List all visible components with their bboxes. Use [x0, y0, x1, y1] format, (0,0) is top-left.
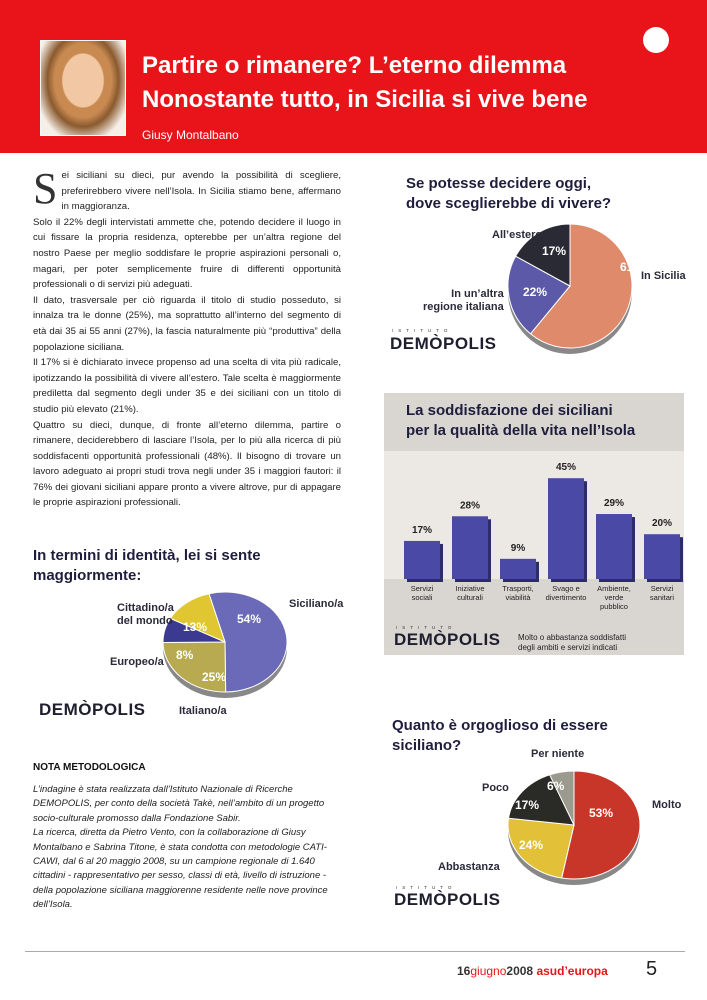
white-dot-icon — [643, 27, 669, 53]
article-paragraph: Il 17% si è dichiarato invece propenso ad una scelta di vita più radicale, ipotizzando la possibilità di vivere all’estero. Tale scelta è maggiormente prediletta dal segmento degli under 35 e dei siciliani con un titolo di studio più elevato (21%). — [33, 357, 341, 415]
article-paragraph: Solo il 22% degli intervistati ammette che, potendo decidere il luogo in cui fissare la propria residenza, opterebbe per un’altra regione del nostro Paese per meglio soddisfare le proprie aspirazioni personali o, magari, per poter semplicemente fruire di differenti opportunità professionali o di servizi più adeguati. — [33, 216, 341, 291]
data-label: 54% — [237, 612, 262, 626]
demopolis-logo: DEMÒPOLIS — [390, 334, 497, 353]
footer-divider — [25, 951, 685, 952]
bar-category-label: Servizi — [410, 584, 434, 593]
bar-category-label: Svago e — [552, 584, 580, 593]
data-label: 17% — [515, 798, 540, 812]
bar-value-label: 28% — [459, 500, 481, 512]
bar — [404, 541, 440, 579]
data-label: 25% — [202, 670, 227, 684]
logo-subtitle: ISTITUTO — [396, 885, 457, 890]
author-photo — [40, 40, 126, 136]
drop-cap: S — [33, 164, 58, 213]
legend-label-estero: All’estero — [492, 229, 543, 241]
bar-category-label: Iniziative — [455, 584, 485, 593]
bar-category-label: verde — [604, 593, 624, 602]
bar-category-label: viabilità — [505, 593, 531, 602]
chart-title: Se potesse decidere oggi, dove sceglierebbe di vivere? — [406, 175, 612, 212]
chart-satisfaction — [384, 393, 684, 655]
bar-category-label: culturali — [457, 593, 483, 602]
author-name: Giusy Montalbano — [142, 128, 239, 142]
bar-category-label: Trasporti, — [502, 584, 534, 593]
bar-chart — [384, 393, 684, 655]
legend-label-poco: Poco — [482, 782, 509, 794]
pie-slice — [163, 642, 226, 692]
page-header — [0, 0, 707, 153]
logo-subtitle: ISTITUTO — [392, 328, 453, 333]
legend-label-in-sicilia: In Sicilia — [641, 270, 686, 282]
logo-subtitle: ISTITUTO — [396, 625, 457, 630]
data-label: 22% — [523, 285, 548, 299]
methodology-paragraph: L’indagine è stata realizzata dall’Istituto Nazionale di Ricerche DEMOPOLIS, per conto della società Takè, nell’ambito di un progetto socio-culturale promosso dalla Fondazione Sabir. — [33, 784, 325, 824]
bar-category-label: Ambiente, — [597, 584, 631, 593]
bar — [644, 534, 680, 579]
bar — [596, 514, 632, 579]
legend-label-per-niente: Per niente — [531, 748, 585, 760]
data-label: 13% — [183, 620, 208, 634]
data-label: 24% — [519, 838, 544, 852]
methodology-title: NOTA METODOLOGICA — [33, 762, 146, 773]
article-body — [33, 164, 341, 511]
page-number: 5 — [646, 958, 658, 980]
chart-where-to-live — [384, 168, 684, 373]
demopolis-logo: DEMÒPOLIS — [394, 890, 501, 909]
bar-value-label: 45% — [555, 462, 577, 474]
article-title-line1: Partire o rimanere? L’eterno dilemma — [142, 52, 567, 79]
bar-category-label: divertimento — [545, 593, 587, 602]
article-title-line2: Nonostante tutto, in Sicilia si vive bene — [142, 86, 588, 113]
bar — [452, 516, 488, 579]
bar-category-label: Servizi — [650, 584, 674, 593]
legend-label-italiano: Italiano/a — [179, 705, 227, 717]
bar-value-label: 20% — [651, 518, 673, 530]
footer-masthead: 16giugno2008 asud’europa — [457, 964, 608, 978]
bar-value-label: 29% — [603, 498, 625, 510]
bar — [548, 478, 584, 579]
data-label: 8% — [176, 648, 194, 662]
article-paragraph: Quattro su dieci, dunque, di fronte all’eterno dilemma, partire o rimanere, deciderebbero di lasciare l’Isola, per lo più alla ricerca di più soddisfacenti opportunità professionali (48%). Il bisogno di trovare un lavoro adeguato ai propri studi trova negli under 35 i maggiori fautori: il 76% dei giovani siciliani appare pronto a vivere altrove, pur di appagare le proprie aspirazioni professionali. — [33, 419, 341, 509]
demopolis-logo: DEMÒPOLIS — [39, 700, 146, 719]
demopolis-logo: DEMÒPOLIS — [394, 630, 501, 649]
bar-category-label: pubblico — [600, 602, 628, 611]
data-label: 17% — [542, 244, 567, 258]
article-paragraph: ei siciliani su dieci, pur avendo la possibilità di scegliere, preferirebbero vivere nell’Isola. In Sicilia stiamo bene, affermano in maggioranza. — [61, 170, 341, 213]
methodology-paragraph: La ricerca, diretta da Pietro Vento, con la collaborazione di Giusy Montalbano e Sabrina Titone, è stata condotta con metodologie CATI-CAWI, dal 6 al 20 maggio 2008, su un campione regionale di 1.640 cittadini - rappresentativo per sesso, classi di età, livello di istruzione - della popolazione siciliana maggiorenne residente nelle nove province dell’Isola. — [33, 827, 328, 911]
bar-value-label: 9% — [510, 542, 526, 554]
legend-label-altra-regione: In un’altra regione italiana — [423, 288, 504, 313]
chart-title: Quanto è orgoglioso di essere siciliano? — [392, 717, 608, 754]
bar-value-label: 17% — [411, 524, 433, 536]
legend-label-molto: Molto — [652, 799, 682, 811]
legend-label-siciliano: Siciliano/a — [289, 598, 344, 610]
chart-pride — [384, 710, 684, 920]
legend-label-cittadino: Cittadino/a del mondo — [117, 602, 174, 627]
chart-note: Molto o abbastanza soddisfatti degli ambiti e servizi indicati — [518, 633, 627, 652]
chart-identity — [25, 540, 343, 722]
methodology-text — [33, 783, 343, 913]
bar-category-label: sociali — [411, 593, 433, 602]
data-label: 61% — [620, 260, 645, 274]
data-label: 6% — [547, 779, 565, 793]
data-label: 53% — [589, 806, 614, 820]
article-paragraph: Il dato, trasversale per ciò riguarda il titolo di studio posseduto, si innalza tra le donne (25%), ma soprattutto all’interno del segmento di età dai 35 ai 55 anni (27%), la fascia naturalmente più “produttiva” della popolazione siciliana. — [33, 294, 341, 353]
bar — [500, 559, 536, 579]
bar-category-label: sanitari — [649, 593, 675, 602]
legend-label-abbastanza: Abbastanza — [438, 861, 500, 873]
chart-title: In termini di identità, lei si sente maggiormente: — [33, 547, 261, 584]
legend-label-europeo: Europeo/a — [110, 656, 164, 668]
chart-title: La soddisfazione dei siciliani per la qualità della vita nell’Isola — [406, 402, 636, 439]
